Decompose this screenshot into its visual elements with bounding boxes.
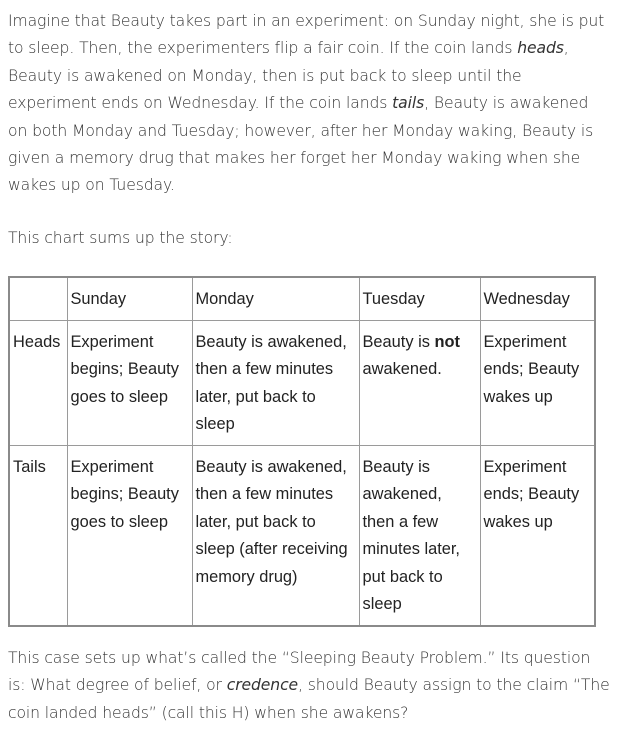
intro-text-1: Imagine that Beauty takes part in an experiment: on Sunday night, she is put to sleep. Then, the experimenters flip a fair coin. If the coin lands: [8, 12, 605, 58]
question-paragraph: [8, 645, 612, 727]
table-row-heads: [9, 320, 595, 445]
header-cell-empty: [9, 277, 67, 320]
row-label-heads: Heads: [9, 320, 67, 445]
header-cell-tuesday: Tuesday: [359, 277, 480, 320]
tails-sunday-cell: Experiment begins; Beauty goes to sleep: [67, 445, 192, 626]
heads-tuesday-text-1: Beauty is: [362, 332, 435, 351]
row-label-tails: Tails: [9, 445, 67, 626]
heads-tuesday-cell: [359, 320, 480, 445]
header-cell-sunday: Sunday: [67, 277, 192, 320]
intro-paragraph: [8, 8, 612, 200]
table-header-row: [9, 277, 595, 320]
heads-tuesday-text-2: awakened.: [362, 360, 442, 378]
credence-emphasis: credence: [226, 676, 299, 695]
chart-intro-paragraph: This chart sums up the story:: [8, 229, 233, 247]
tails-wednesday-cell: Experiment ends; Beauty wakes up: [480, 445, 595, 626]
question-text-1: This case sets up what’s called the “Sleeping Beauty Problem.” Its question is: What degree of belief, or: [8, 649, 591, 695]
tails-tuesday-cell: Beauty is awakened, then a few minutes later, put back to sleep: [359, 445, 480, 626]
not-emphasis: not: [434, 332, 460, 351]
story-table: [8, 276, 596, 627]
intro-text-3: , Beauty is awakened on both Monday and Tuesday; however, after her Monday waking, Beauty is given a memory drug that makes her forget her Monday waking when she wakes up on Tuesday.: [8, 94, 594, 195]
intro-text-2: , Beauty is awakened on Monday, then is put back to sleep until the experiment ends on Wednesday. If the coin lands: [8, 39, 569, 113]
heads-emphasis: heads: [517, 39, 564, 58]
heads-monday-cell: Beauty is awakened, then a few minutes later, put back to sleep: [192, 320, 359, 445]
question-text-2: , should Beauty assign to the claim “The coin landed heads” (call this H) when she awakens?: [8, 676, 610, 722]
heads-wednesday-cell: Experiment ends; Beauty wakes up: [480, 320, 595, 445]
header-cell-monday: Monday: [192, 277, 359, 320]
table-row-tails: [9, 445, 595, 626]
header-cell-wednesday: Wednesday: [480, 277, 595, 320]
tails-emphasis: tails: [392, 94, 425, 113]
tails-monday-cell: Beauty is awakened, then a few minutes later, put back to sleep (after receiving memory drug): [192, 445, 359, 626]
heads-sunday-cell: Experiment begins; Beauty goes to sleep: [67, 320, 192, 445]
